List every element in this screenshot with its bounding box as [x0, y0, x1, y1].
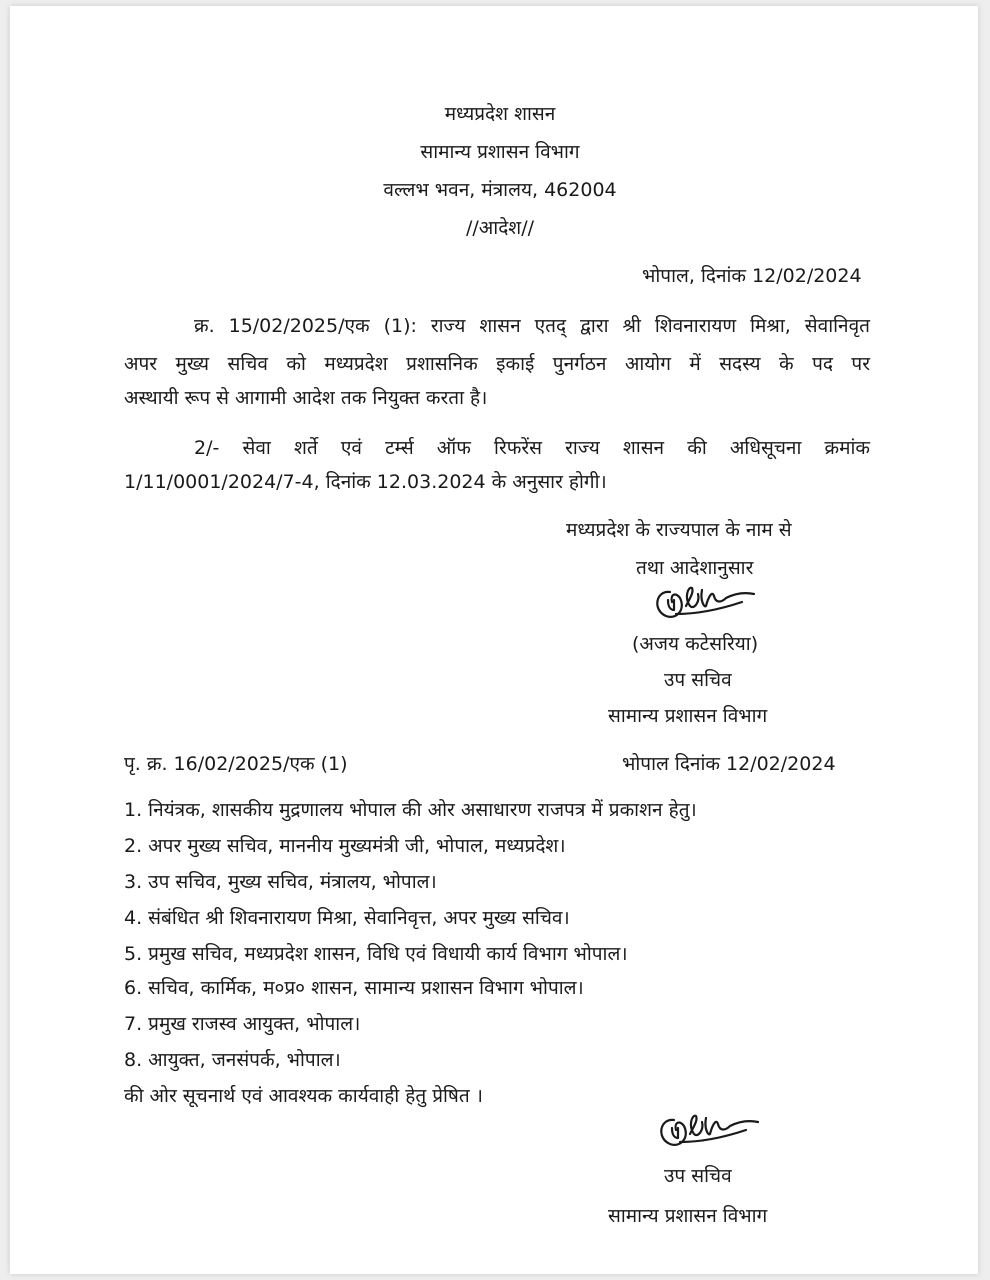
- distribution-item: 7. प्रमुख राजस्व आयुक्त, भोपाल।: [124, 1013, 361, 1035]
- distribution-item: 1. नियंत्रक, शासकीय मुद्रणालय भोपाल की ओर असाधारण राजपत्र में प्रकाशन हेतु।: [124, 799, 697, 821]
- signature-1: [646, 576, 766, 624]
- distribution-item: 5. प्रमुख सचिव, मध्यप्रदेश शासन, विधि एवं विधायी कार्य विभाग भोपाल।: [124, 943, 628, 965]
- header-order-title: //आदेश//: [465, 217, 535, 239]
- para2-line1: 2/- सेवा शर्ते एवं टर्म्स ऑफ रिफरेंस राज्य शासन की अधिसूचना क्रमांक: [194, 437, 870, 459]
- signatory1-department: सामान्य प्रशासन विभाग: [608, 705, 768, 727]
- header-address: वल्लभ भवन, मंत्रालय, 462004: [383, 179, 617, 201]
- endorsement-reference: पृ. क्र. 16/02/2025/एक (1): [124, 753, 348, 775]
- distribution-item: 4. संबंधित श्री शिवनारायण मिश्रा, सेवानिवृत्त, अपर मुख्य सचिव।: [124, 907, 570, 929]
- signatory1-authority: मध्यप्रदेश के राज्यपाल के नाम से: [566, 519, 792, 541]
- distribution-item: 8. आयुक्त, जनसंपर्क, भोपाल।: [124, 1049, 341, 1071]
- document-page: [10, 6, 978, 1274]
- para2-line2: 1/11/0001/2024/7-4, दिनांक 12.03.2024 के अनुसार होगी।: [124, 471, 607, 493]
- para1-line3: अस्थायी रूप से आगामी आदेश तक नियुक्त करता है।: [124, 387, 488, 409]
- distribution-item: 6. सचिव, कार्मिक, म०प्र० शासन, सामान्य प्रशासन विभाग भोपाल।: [124, 977, 584, 999]
- para1-line1: क्र. 15/02/2025/एक (1): राज्य शासन एतद् द्वारा श्री शिवनारायण मिश्रा, सेवानिवृत: [194, 315, 870, 337]
- signatory1-order: तथा आदेशानुसार: [636, 557, 754, 579]
- para1-line2: अपर मुख्य सचिव को मध्यप्रदेश प्रशासनिक इकाई पुनर्गठन आयोग में सदस्य के पद पर: [124, 353, 870, 375]
- distribution-item: 3. उप सचिव, मुख्य सचिव, मंत्रालय, भोपाल।: [124, 871, 437, 893]
- header-department: सामान्य प्रशासन विभाग: [420, 141, 580, 163]
- distribution-closing: की ओर सूचनार्थ एवं आवश्यक कार्यवाही हेतु प्रेषित ।: [124, 1085, 483, 1107]
- signature-2: [650, 1104, 770, 1152]
- signatory1-designation: उप सचिव: [664, 669, 732, 691]
- order-date: भोपाल, दिनांक 12/02/2024: [642, 265, 862, 287]
- signatory1-name: (अजय कटेसरिया): [632, 633, 759, 655]
- endorsement-date: भोपाल दिनांक 12/02/2024: [622, 753, 836, 775]
- signatory2-department: सामान्य प्रशासन विभाग: [608, 1205, 768, 1227]
- signatory2-designation: उप सचिव: [664, 1165, 732, 1187]
- header-government: मध्यप्रदेश शासन: [444, 103, 556, 125]
- distribution-item: 2. अपर मुख्य सचिव, माननीय मुख्यमंत्री जी, भोपाल, मध्यप्रदेश।: [124, 835, 566, 857]
